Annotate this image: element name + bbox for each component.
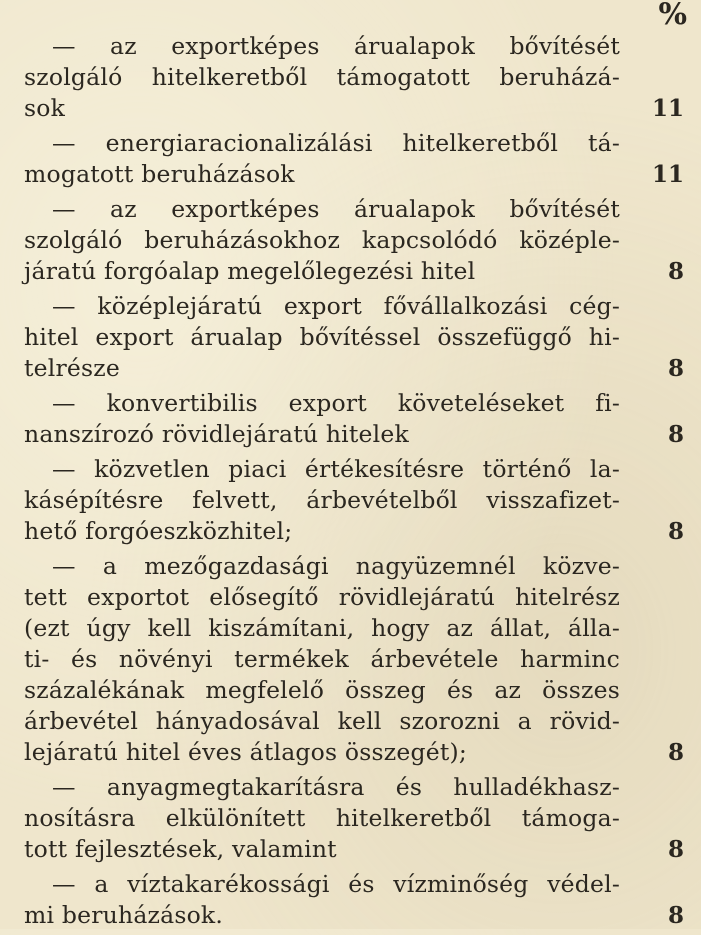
text-line: mogatott beruházások — [24, 160, 295, 188]
text-line: árbevétel hányadosával kell szorozni a rövid- — [24, 707, 620, 735]
entry-text — [24, 772, 620, 865]
text-line: tett exportot elősegítő rövidlejáratú hitelrész — [24, 583, 620, 611]
list-item — [24, 291, 684, 384]
list-item — [24, 388, 684, 450]
text-line: nosításra elkülönített hitelkeretből támoga- — [24, 804, 620, 832]
text-line: lejáratú hitel éves átlagos összegét); — [24, 738, 467, 766]
percent-column-header: % — [658, 0, 687, 32]
text-line: tott fejlesztések, valamint — [24, 835, 337, 863]
entry-percent-value: 8 — [667, 258, 684, 285]
list-item — [24, 551, 684, 768]
list-item — [24, 31, 684, 124]
list-item — [24, 869, 684, 931]
text-line: kásépítésre felvett, árbevételből visszafizet- — [24, 486, 620, 514]
text-line: — konvertibilis export követeléseket fi- — [52, 389, 620, 417]
text-line: — a víztakarékossági és vízminőség védel- — [52, 870, 620, 898]
entry-percent-value: 8 — [667, 836, 684, 863]
entry-text — [24, 551, 620, 768]
entry-percent-value: 8 — [667, 421, 684, 448]
list-item — [24, 772, 684, 865]
text-line: ti- és növényi termékek árbevétele harminc — [24, 645, 620, 673]
text-line: hető forgóeszközhitel; — [24, 517, 293, 545]
text-line: — az exportképes árualapok bővítését — [52, 195, 620, 223]
text-line: szolgáló hitelkeretből támogatott beruházá- — [24, 63, 620, 91]
text-line: hitel export árualap bővítéssel összefüggő hi- — [24, 323, 620, 351]
list-item — [24, 194, 684, 287]
entry-text — [24, 388, 620, 450]
text-line: szolgáló beruházásokhoz kapcsolódó középle- — [24, 226, 620, 254]
text-line: — anyagmegtakarításra és hulladékhasz- — [52, 773, 620, 801]
text-line: százalékának megfelelő összeg és az összes — [24, 676, 620, 704]
text-line: — középlejáratú export fővállalkozási cég- — [52, 292, 620, 320]
text-line: nanszírozó rövidlejáratú hitelek — [24, 420, 409, 448]
entry-percent-value: 8 — [667, 739, 684, 766]
entry-list — [24, 31, 684, 935]
text-line: járatú forgóalap megelőlegezési hitel — [24, 257, 476, 285]
entry-text — [24, 291, 620, 384]
text-line: mi beruházások. — [24, 901, 224, 929]
entry-percent-value: 11 — [651, 161, 684, 188]
entry-percent-value: 8 — [667, 902, 684, 929]
entry-text — [24, 194, 620, 287]
text-line: sok — [24, 94, 66, 122]
text-line: — energiaracionalizálási hitelkeretből tá- — [52, 129, 620, 157]
list-item — [24, 454, 684, 547]
list-item — [24, 128, 684, 190]
text-line: — közvetlen piaci értékesítésre történő la- — [52, 455, 620, 483]
entry-percent-value: 8 — [667, 518, 684, 545]
entry-text — [24, 869, 620, 931]
entry-text — [24, 31, 620, 124]
text-line: — az exportképes árualapok bővítését — [52, 32, 620, 60]
text-line: — a mezőgazdasági nagyüzemnél közve- — [52, 552, 620, 580]
entry-text — [24, 454, 620, 547]
text-line: telrésze — [24, 354, 120, 382]
entry-percent-value: 8 — [667, 355, 684, 382]
text-line: (ezt úgy kell kiszámítani, hogy az állat, álla- — [24, 614, 620, 642]
entry-text — [24, 128, 620, 190]
entry-percent-value: 11 — [651, 95, 684, 122]
